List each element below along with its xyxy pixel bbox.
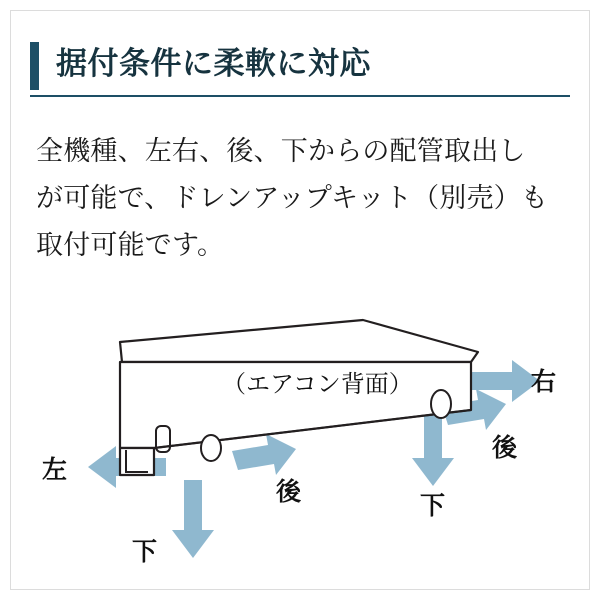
label-back-lower: 後	[276, 478, 302, 506]
label-right: 右	[531, 368, 557, 396]
header-accent-bar	[30, 42, 39, 90]
arrow-back-lower	[232, 434, 296, 475]
hole-left	[201, 435, 221, 461]
label-down-left: 下	[132, 538, 158, 566]
page-title: 据付条件に柔軟に対応	[56, 46, 371, 81]
arrow-right	[462, 360, 540, 402]
body-text	[36, 128, 556, 269]
body-line-3: 取付可能です。	[36, 230, 225, 260]
arrow-down-left	[172, 480, 214, 558]
body-line-2: が可能で、ドレンアップキット（別売）も	[36, 183, 549, 213]
hole-right	[431, 390, 451, 418]
diagram-caption: （エアコン背面）	[222, 371, 413, 398]
body-line-1: 全機種、左右、後、下からの配管取出し	[36, 136, 526, 166]
label-down-right: 下	[420, 492, 446, 520]
header-underline	[30, 95, 570, 97]
page-header	[30, 38, 570, 100]
label-back-right: 後	[492, 434, 518, 462]
label-left: 左	[42, 456, 68, 484]
installation-diagram	[0, 300, 600, 590]
unit-top-face	[120, 320, 478, 362]
